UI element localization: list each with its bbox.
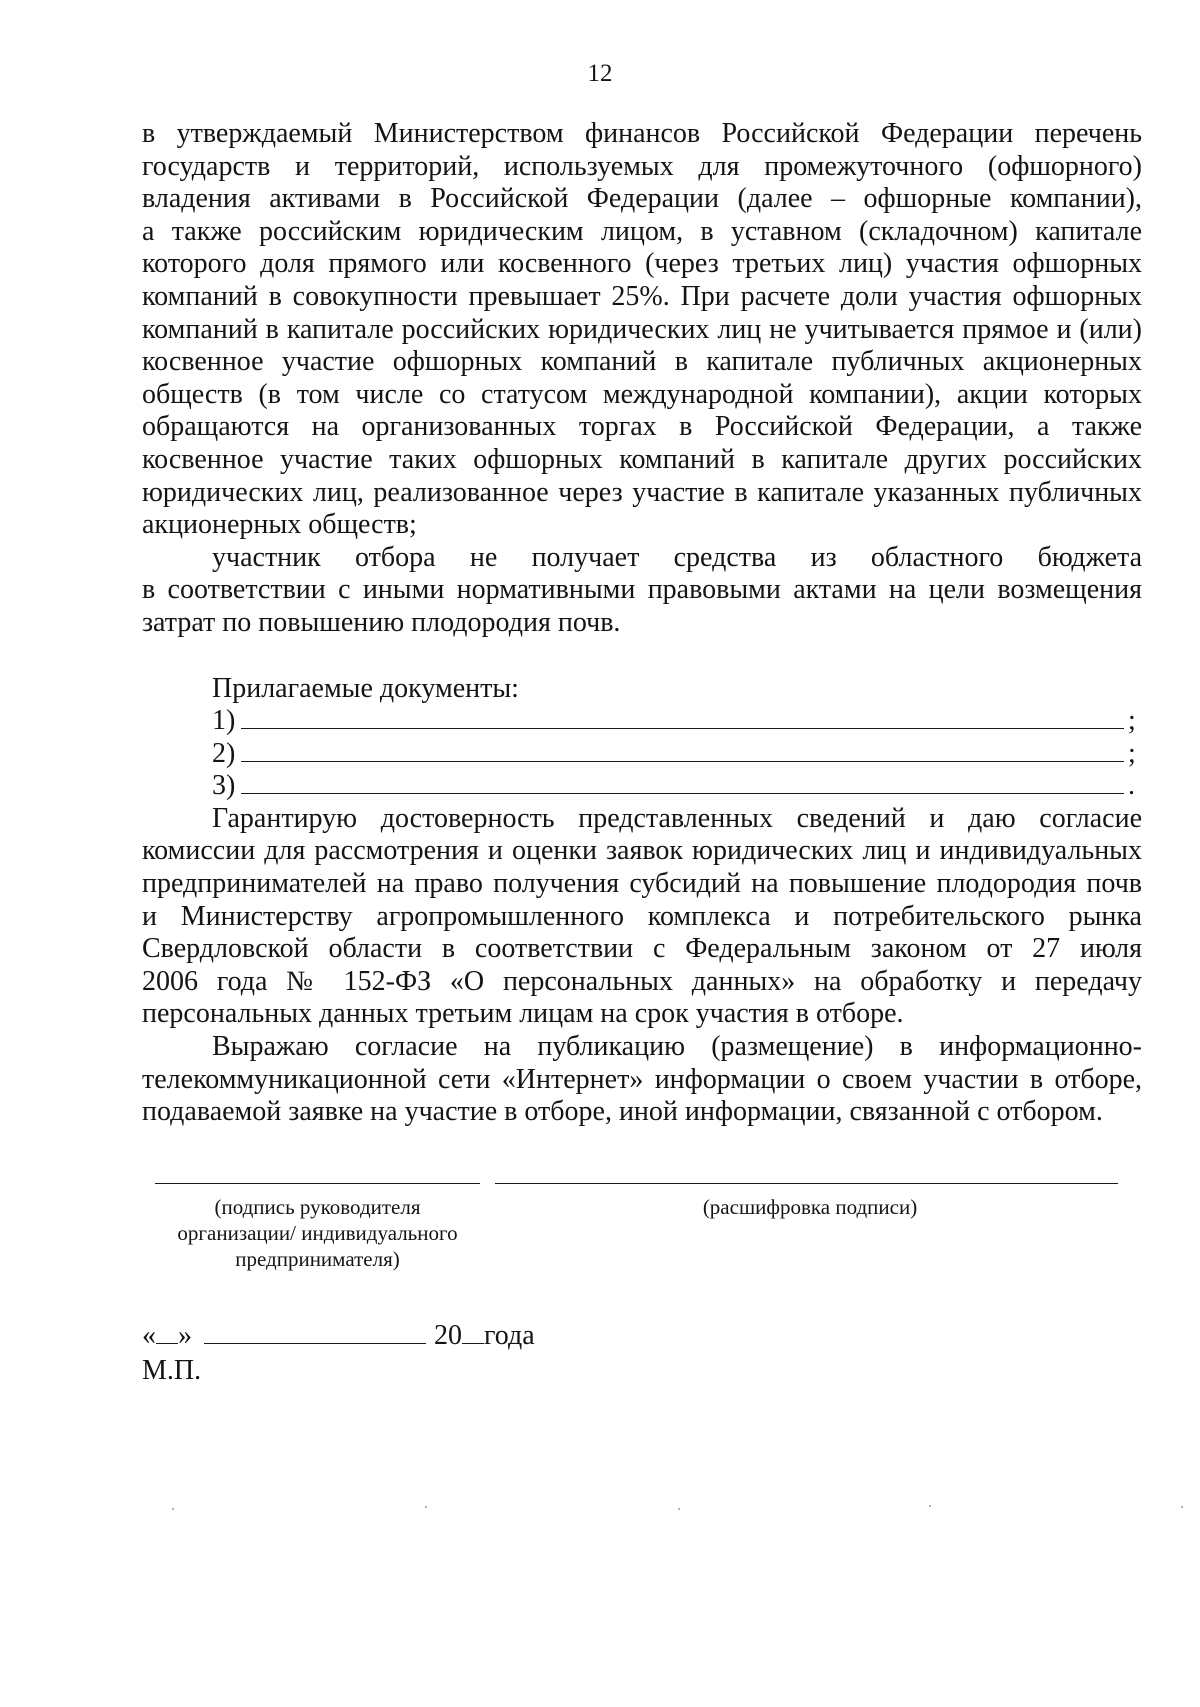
attachment-line-3 [212,770,1142,803]
text-line: компаний в совокупности превышает 25%. При расчете доли участия офшорных [142,280,1142,312]
offshore-paragraph [142,118,1142,542]
signature-decoding-line[interactable] [495,1183,1118,1184]
text-line: обществ (в том числе со статусом международной компании), акции которых [142,378,1142,410]
text-line: затрат по повышению плодородия почв. [142,606,621,638]
text-line: акционерных обществ; [142,509,417,541]
text-line: владения активами в Российской Федерации (далее – офшорные компании), [142,183,1142,215]
stamp-place: М.П. [142,1355,202,1386]
scan-speck [425,1506,427,1508]
date-open-quote: « [142,1320,156,1351]
attachment-number: 3) [212,770,236,802]
decoding-caption: (расшифровка подписи) [702,1195,918,1219]
text-line: обращаются на организованных торгах в Российской Федерации, а также [142,411,1142,443]
caption-line: предпринимателя) [235,1247,400,1271]
text-line: Свердловской области в соответствии с Федеральным законом от 27 июля [142,933,1142,965]
attachment-number: 1) [212,705,236,737]
attachment-line-2 [212,738,1142,771]
attachment-number: 2) [212,737,236,769]
attachment-punctuation: ; [1128,737,1136,769]
text-line: предпринимателей на право получения субсидий на повышение плодородия почв [142,868,1142,900]
text-line: которого доля прямого или косвенного (через третьих лиц) участия офшорных [142,248,1142,280]
text-line: в утверждаемый Министерством финансов Российской Федерации перечень [142,118,1142,149]
signature-caption [140,1194,495,1272]
scan-speck [172,1508,174,1510]
budget-paragraph [142,542,1142,640]
text-line: в соответствии с иными нормативными правовыми актами на цели возмещения [142,574,1142,606]
attachment-blank[interactable] [241,706,1124,729]
scan-speck [678,1508,680,1510]
text-line: а также российским юридическим лицом, в уставном (складочном) капитале [142,215,1142,247]
page-number: 12 [587,60,613,87]
text-line: Гарантирую достоверность представленных сведений и даю согласие [212,802,1142,834]
scan-speck [1181,1506,1183,1508]
scan-speck [929,1505,931,1507]
caption-line: организации/ индивидуального [177,1221,458,1245]
month-blank[interactable] [204,1321,426,1344]
text-line: компаний в капитале российских юридических лиц не учитывается прямое и (или) [142,313,1142,345]
document-body [142,118,1142,1129]
text-line: подаваемой заявке на участие в отборе, иной информации, связанной с отбором. [142,1096,1103,1128]
attachment-punctuation: . [1128,770,1135,802]
text-line: персональных данных третьим лицам на срок участия в отборе. [142,998,904,1030]
text-line: Выражаю согласие на публикацию (размещение) в информационно- [212,1031,1142,1063]
text-line: косвенное участие офшорных компаний в капитале публичных акционерных [142,346,1142,378]
year-suffix: года [484,1320,535,1351]
attachment-line-1 [212,705,1142,738]
text-line: 2006 года № 152-ФЗ «О персональных данных» на обработку и передачу [142,965,1142,997]
text-line: телекоммуникационной сети «Интернет» информации о своем участии в отборе, [142,1063,1142,1095]
date-close-quote: » [178,1320,192,1351]
publication-consent-paragraph [142,1031,1142,1129]
data-consent-paragraph [142,803,1142,1031]
text-line: участник отбора не получает средства из областного бюджета [212,541,1142,573]
day-blank[interactable] [156,1321,178,1344]
attachment-punctuation: ; [1128,705,1136,737]
attachment-blank[interactable] [241,739,1124,762]
text-line: юридических лиц, реализованное через участие в капитале указанных публичных [142,476,1142,508]
caption-line: (подпись руководителя [214,1195,421,1219]
year-blank[interactable] [462,1321,484,1344]
signature-line[interactable] [155,1183,480,1184]
text-line: государств и территорий, используемых для промежуточного (офшорного) [142,150,1142,182]
text-line: комиссии для рассмотрения и оценки заявок юридических лиц и индивидуальных [142,835,1142,867]
text-line: косвенное участие таких офшорных компаний в капитале других российских [142,443,1142,475]
date-line [142,1320,535,1352]
attachment-blank[interactable] [241,771,1124,794]
year-prefix: 20 [434,1320,462,1351]
attachments-heading: Прилагаемые документы: [212,672,519,704]
text-line: и Министерству агропромышленного комплекса и потребительского рынка [142,900,1142,932]
